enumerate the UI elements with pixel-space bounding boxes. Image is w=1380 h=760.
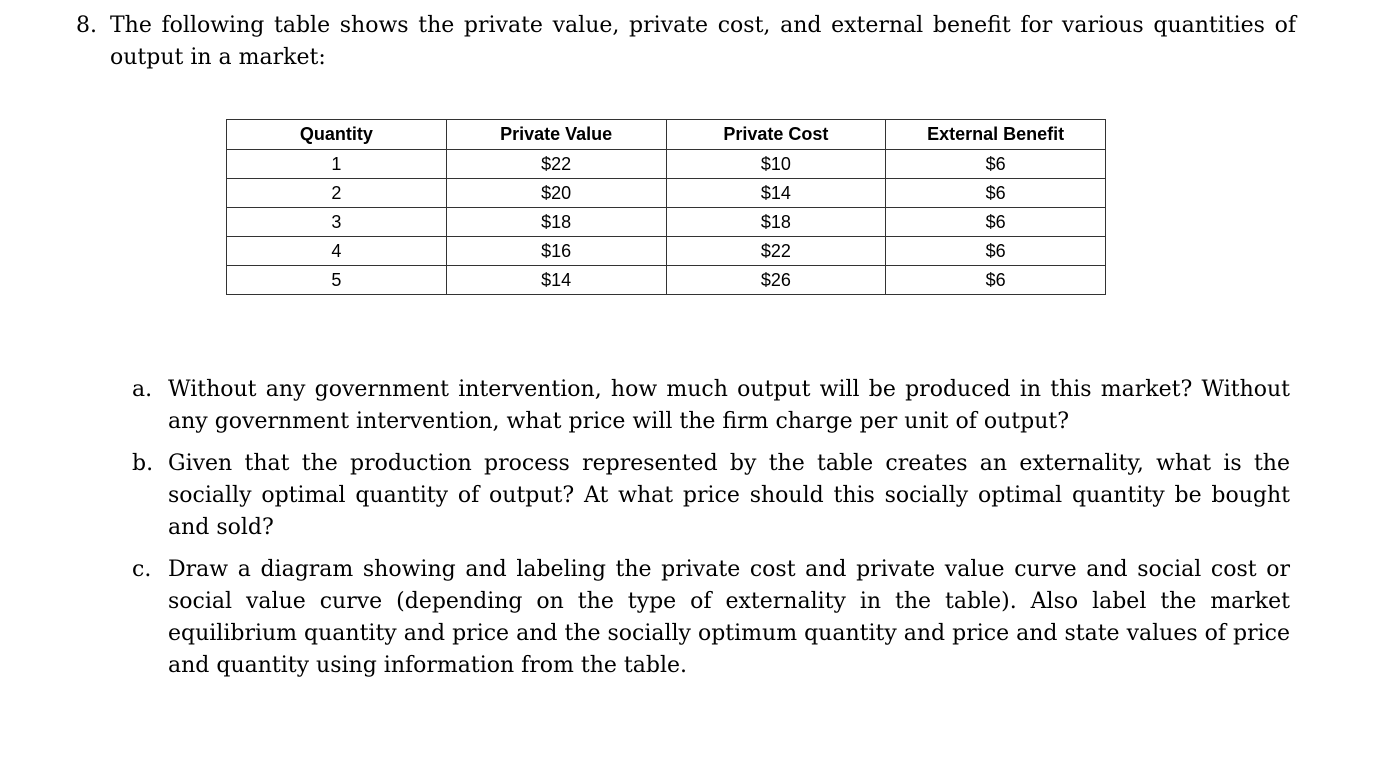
part-letter: c. (132, 557, 152, 582)
part-text: Draw a diagram showing and labeling the private cost and private value curve and social cost or social value curve (depending on the type of externality in the table). Also label the market equilibrium quantity and price and the socially optimum quantity and price and state values of price and quantity using information from the table. (168, 557, 1290, 678)
cell-private-value: $18 (446, 208, 666, 237)
cell-private-cost: $26 (666, 266, 886, 295)
cell-quantity: 3 (227, 208, 447, 237)
table-row (227, 266, 1106, 295)
table-row (227, 237, 1106, 266)
header-quantity: Quantity (227, 120, 447, 150)
header-private-value: Private Value (446, 120, 666, 150)
part-c (132, 554, 1290, 682)
cell-private-cost: $22 (666, 237, 886, 266)
part-a (132, 374, 1290, 438)
data-table (226, 119, 1106, 295)
cell-private-value: $16 (446, 237, 666, 266)
part-letter: b. (132, 451, 154, 476)
part-b (132, 448, 1290, 544)
cell-private-value: $14 (446, 266, 666, 295)
cell-external-benefit: $6 (886, 179, 1106, 208)
table-row (227, 150, 1106, 179)
cell-external-benefit: $6 (886, 266, 1106, 295)
cell-private-cost: $10 (666, 150, 886, 179)
cell-private-value: $22 (446, 150, 666, 179)
question-parts (132, 374, 1290, 692)
cell-private-cost: $14 (666, 179, 886, 208)
part-text: Without any government intervention, how much output will be produced in this market? Without any government intervention, what price will the firm charge per unit of output? (168, 377, 1290, 434)
question-number: 8. (76, 13, 97, 38)
cell-quantity: 2 (227, 179, 447, 208)
question-8 (76, 10, 1296, 74)
cell-private-cost: $18 (666, 208, 886, 237)
cell-external-benefit: $6 (886, 208, 1106, 237)
question-text: The following table shows the private value, private cost, and external benefit for various quantities of output in a market: (110, 13, 1296, 70)
cell-private-value: $20 (446, 179, 666, 208)
cell-quantity: 1 (227, 150, 447, 179)
table-row (227, 179, 1106, 208)
cell-quantity: 4 (227, 237, 447, 266)
cell-external-benefit: $6 (886, 150, 1106, 179)
header-external-benefit: External Benefit (886, 120, 1106, 150)
cell-quantity: 5 (227, 266, 447, 295)
table-header-row (227, 120, 1106, 150)
part-text: Given that the production process represented by the table creates an externality, what is the socially optimal quantity of output? At what price should this socially optimal quantity be bought and sold? (168, 451, 1290, 540)
part-letter: a. (132, 377, 153, 402)
cell-external-benefit: $6 (886, 237, 1106, 266)
header-private-cost: Private Cost (666, 120, 886, 150)
table-row (227, 208, 1106, 237)
